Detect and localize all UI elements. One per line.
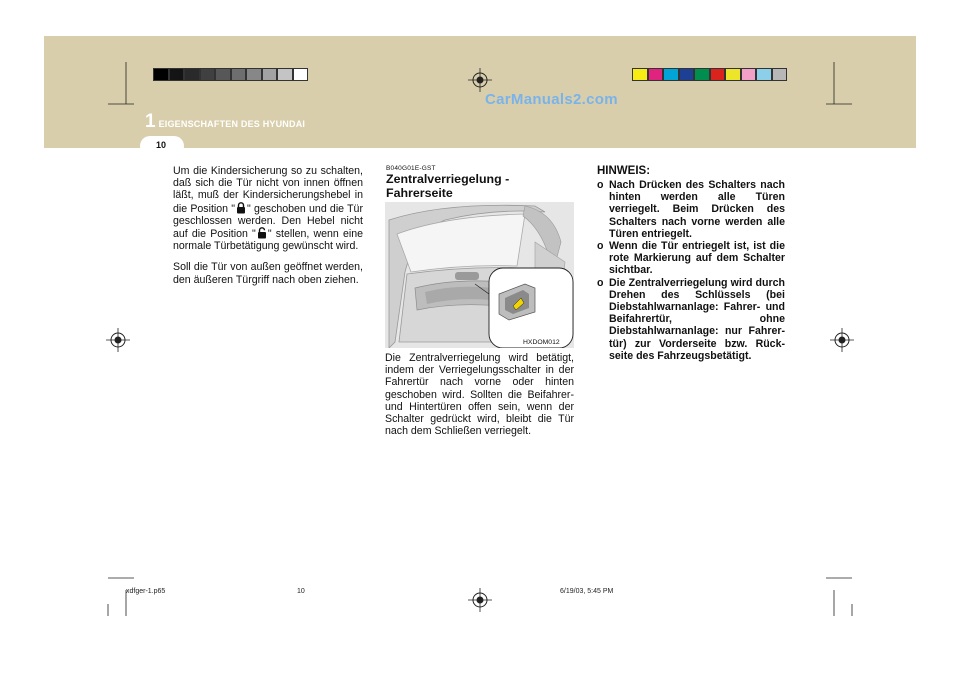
figure-code: HXDOM012 — [523, 339, 560, 346]
color-swatch — [756, 68, 772, 81]
registration-mark-top-icon — [468, 68, 492, 92]
chapter-title: EIGENSCHAFTEN DES HYUNDAI — [158, 119, 306, 129]
color-swatch — [169, 68, 185, 81]
color-swatch — [772, 68, 788, 81]
note-text: Nach Drücken des Schalters nach hinten werden alle Türen verriegelt. Beim Drücken des Schalters nach vorne werden alle Türen entriegelt. — [609, 179, 785, 240]
bullet: o — [597, 240, 604, 253]
color-swatch — [184, 68, 200, 81]
section-code: B040G01E-GST — [386, 165, 436, 172]
color-swatch — [679, 68, 695, 81]
note-item — [597, 179, 785, 240]
color-swatch — [215, 68, 231, 81]
color-swatch — [293, 68, 309, 81]
chapter-header — [145, 111, 305, 133]
text-segment: Um die Kindersicherung so zu schalten, daß sich die Tür nicht von innen öffnen läßt, muß der Kindersicherungshebel in die Position " — [173, 165, 363, 215]
color-swatch — [632, 68, 648, 81]
door-illustration — [385, 202, 574, 348]
color-swatch — [694, 68, 710, 81]
lock-icon — [236, 202, 246, 214]
unlock-icon — [257, 227, 267, 239]
bullet: o — [597, 179, 604, 191]
color-swatch — [710, 68, 726, 81]
gray-swatch-bar — [153, 68, 308, 81]
footer-file: xdfger-1.p65 — [126, 588, 166, 595]
left-column — [173, 165, 363, 295]
footer-date: 6/19/03, 5:45 PM — [560, 588, 614, 595]
color-swatch — [725, 68, 741, 81]
color-swatch — [663, 68, 679, 81]
registration-mark-left-icon — [106, 328, 130, 352]
color-swatch — [741, 68, 757, 81]
bullet: o — [597, 276, 604, 289]
page-number: 10 — [156, 140, 167, 150]
middle-column-body: Die Zentralverriegelung wird betätigt, indem der Verriegelungsschalter in der Fahrertür nach vorne oder hinten geschoben wird. Sollten die Beifahrer- und Hintertüren offen sein, wenn der Schalter gedrückt wird, bleibt die Tür nach dem Schließen verriegelt. — [385, 352, 574, 438]
note-text: Die Zentralverriegelung wird durch Drehen des Schlüssels (bei Diebstahlwarnanlage: Fahrer- und Beifahrertür, ohne Diebstahlwarnanlage: nur Fahrer-tür) zur Vorderseite bzw. Rück-seite des Fahrzeugsbetätigt. — [609, 276, 785, 362]
color-swatch — [246, 68, 262, 81]
registration-mark-right-icon — [830, 328, 854, 352]
color-swatch-bar — [632, 68, 787, 81]
note-list — [597, 179, 785, 362]
text-segment: " geschoben und die Tür geschlossen werden. Den Hebel nicht auf die Position " — [173, 202, 363, 241]
registration-mark-bottom-icon — [468, 588, 492, 612]
chapter-number: 1 — [145, 111, 156, 132]
color-swatch — [277, 68, 293, 81]
color-swatch — [200, 68, 216, 81]
color-swatch — [262, 68, 278, 81]
color-swatch — [648, 68, 664, 81]
note-text: Wenn die Tür entriegelt ist, ist die rote Markierung auf dem Schalter sichtbar. — [609, 240, 785, 277]
child-lock-paragraph — [173, 165, 363, 252]
note-item — [597, 240, 785, 277]
door-interior-image — [385, 202, 574, 348]
color-swatch — [231, 68, 247, 81]
section-heading: Zentralverriegelung - Fahrerseite — [386, 172, 510, 200]
color-swatch — [153, 68, 169, 81]
note-title: HINWEIS: — [597, 165, 651, 177]
text-segment: " stellen, wenn eine normale Türbetätigung gewünscht wird. — [173, 228, 363, 253]
watermark-link[interactable]: CarManuals2.com — [485, 91, 618, 108]
footer-page: 10 — [297, 588, 305, 595]
outside-handle-paragraph: Soll die Tür von außen geöffnet werden, den äußeren Türgriff nach oben ziehen. — [173, 261, 363, 286]
note-item — [597, 277, 785, 362]
